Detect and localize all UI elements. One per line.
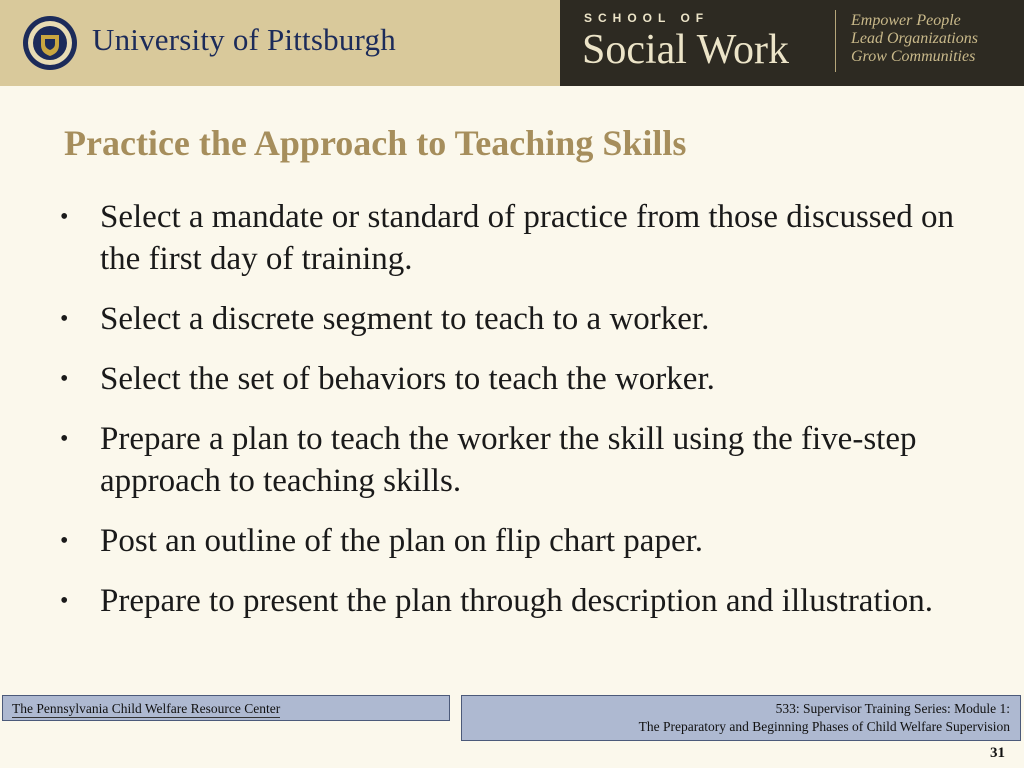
bullet-item: [56, 418, 956, 502]
footer-series-line-1: 533: Supervisor Training Series: Module 1:: [775, 701, 1010, 716]
bullet-item: [56, 580, 956, 622]
bullet-dot-icon: •: [60, 366, 69, 392]
header-right-banner: [560, 0, 1024, 86]
header-left-banner: [0, 0, 560, 86]
bullet-item: [56, 298, 956, 340]
bullet-text: Select a discrete segment to teach to a worker.: [100, 301, 710, 337]
footer-series-line-2: The Preparatory and Beginning Phases of Child Welfare Supervision: [638, 719, 1010, 734]
footer-organization: [2, 695, 450, 721]
bullet-item: [56, 358, 956, 400]
bullet-text: Post an outline of the plan on flip chart paper.: [100, 523, 704, 559]
tagline-line-1: Empower People: [851, 12, 961, 29]
bullet-dot-icon: •: [60, 204, 69, 230]
bullet-dot-icon: •: [60, 528, 69, 554]
slide-title: Practice the Approach to Teaching Skills: [64, 123, 687, 163]
bullet-item: [56, 520, 956, 562]
university-name: University of Pittsburgh: [92, 22, 396, 57]
header-divider: [835, 10, 836, 72]
tagline: [851, 12, 978, 66]
bullet-text: Prepare to present the plan through description and illustration.: [100, 583, 934, 619]
social-work-wordmark: Social Work: [582, 27, 789, 73]
bullet-text: Select a mandate or standard of practice from those discussed on the first day of training.: [100, 199, 955, 277]
bullet-list: [56, 196, 956, 640]
school-of-label: SCHOOL OF: [584, 11, 710, 25]
bullet-dot-icon: •: [60, 306, 69, 332]
bullet-text: Select the set of behaviors to teach the worker.: [100, 361, 715, 397]
footer-organization-link[interactable]: The Pennsylvania Child Welfare Resource Center: [12, 701, 281, 716]
bullet-text: Prepare a plan to teach the worker the skill using the five-step approach to teaching skills.: [100, 421, 917, 499]
bullet-dot-icon: •: [60, 588, 69, 614]
page-number: 31: [990, 745, 1005, 761]
university-seal-icon: [22, 15, 78, 71]
tagline-line-2: Lead Organizations: [851, 30, 978, 47]
tagline-line-3: Grow Communities: [851, 48, 976, 65]
bullet-item: [56, 196, 956, 280]
footer-series-info: [461, 695, 1021, 741]
bullet-dot-icon: •: [60, 426, 69, 452]
